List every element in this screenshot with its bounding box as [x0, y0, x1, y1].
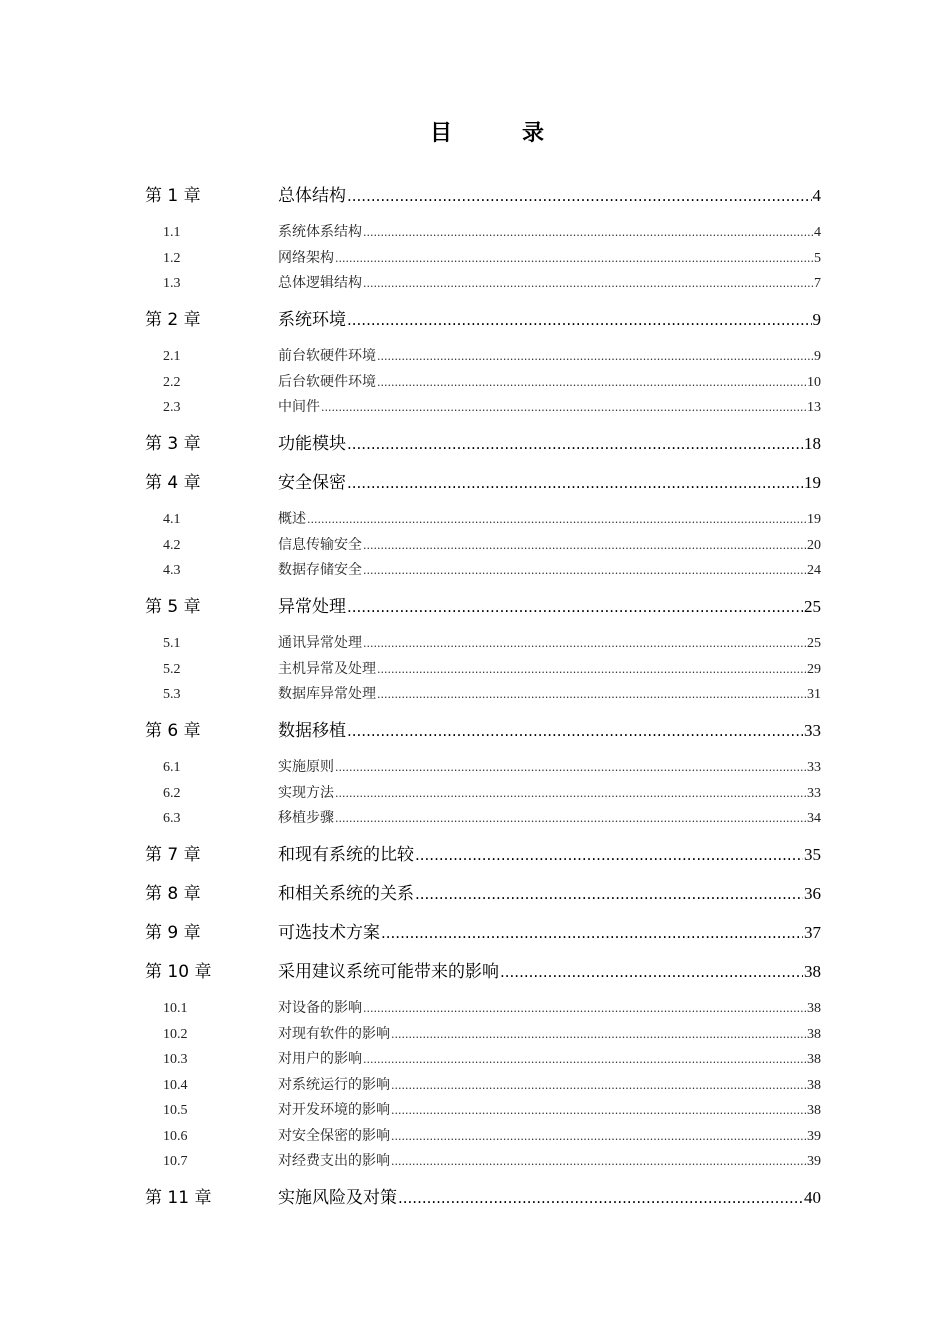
toc-page-number: 20	[807, 537, 821, 553]
toc-entry-number: 5.1	[163, 636, 181, 651]
toc-entry-number: 5.3	[163, 687, 181, 702]
toc-chapter-entry[interactable]	[145, 1188, 821, 1208]
toc-entry-title: 通讯异常处理	[278, 635, 362, 651]
toc-entry-number: 4.3	[163, 563, 181, 578]
toc-page-number: 36	[804, 884, 821, 903]
toc-page-number: 10	[807, 374, 821, 390]
toc-dot-leader	[377, 686, 806, 702]
toc-dot-leader	[391, 1077, 806, 1093]
toc-dot-leader	[377, 661, 806, 677]
toc-section-entry[interactable]	[145, 1026, 821, 1042]
toc-entry-title: 主机异常及处理	[278, 660, 376, 677]
toc-section-entry[interactable]	[145, 686, 821, 702]
toc-section-entry[interactable]	[145, 1153, 821, 1169]
toc-entry-title: 移植步骤	[278, 810, 334, 826]
toc-dot-leader	[363, 1051, 806, 1067]
toc-page-number: 24	[807, 563, 821, 578]
toc-entry-number: 第 8 章	[145, 884, 201, 904]
toc-dot-leader	[391, 1026, 806, 1042]
toc-entry-number: 第 11 章	[145, 1188, 212, 1208]
toc-section-entry[interactable]	[145, 1077, 821, 1093]
toc-entry-title: 对系统运行的影响	[278, 1076, 390, 1093]
toc-entry-number: 10.4	[163, 1077, 188, 1093]
toc-entry-title: 系统体系结构	[278, 224, 362, 240]
toc-page-number: 25	[807, 636, 821, 651]
toc-dot-leader	[335, 785, 806, 801]
toc-dot-leader	[335, 810, 806, 826]
toc-section-entry[interactable]	[145, 661, 821, 677]
toc-page-number: 9	[812, 310, 821, 329]
toc-entry-title: 系统环境	[278, 310, 346, 330]
toc-dot-leader	[391, 1153, 806, 1169]
toc-entry-number: 10.1	[163, 1001, 188, 1016]
toc-dot-leader	[335, 250, 813, 266]
toc-dot-leader	[363, 275, 813, 291]
toc-entry-number: 6.2	[163, 785, 181, 801]
toc-page-number: 33	[807, 760, 821, 775]
toc-page-number: 38	[804, 962, 821, 981]
toc-dot-leader	[347, 186, 812, 206]
toc-dot-leader	[347, 597, 803, 617]
toc-section-entry[interactable]	[145, 250, 821, 266]
toc-entry-number: 第 9 章	[145, 923, 201, 943]
toc-section-entry[interactable]	[145, 399, 821, 415]
toc-entry-title: 对经费支出的影响	[278, 1153, 390, 1169]
toc-page-number: 19	[807, 512, 821, 527]
toc-entry-title: 前台软硬件环境	[278, 348, 376, 364]
toc-page-number: 38	[807, 1052, 821, 1067]
toc-title: 目 录	[429, 121, 568, 146]
toc-dot-leader	[391, 1128, 806, 1144]
toc-entry-number: 1.2	[163, 250, 181, 266]
toc-entry-number: 第 4 章	[145, 473, 201, 493]
toc-dot-leader	[347, 473, 803, 493]
toc-chapter-entry[interactable]	[145, 310, 821, 330]
toc-section-entry[interactable]	[145, 785, 821, 801]
toc-page-number: 7	[814, 276, 821, 291]
toc-entry-number: 5.2	[163, 661, 181, 677]
toc-dot-leader	[381, 923, 803, 943]
toc-page-number: 40	[804, 1188, 821, 1207]
toc-section-entry[interactable]	[145, 1102, 821, 1118]
toc-section-entry[interactable]	[145, 1051, 821, 1067]
toc-page-number: 25	[804, 597, 821, 616]
toc-page-number: 33	[807, 785, 821, 801]
toc-entry-title: 网络架构	[278, 249, 334, 266]
toc-page-number: 13	[807, 400, 821, 415]
toc-entry-title: 对用户的影响	[278, 1051, 362, 1067]
toc-section-entry[interactable]	[145, 348, 821, 364]
toc-entry-number: 2.3	[163, 400, 181, 415]
toc-dot-leader	[335, 759, 806, 775]
toc-dot-leader	[363, 635, 806, 651]
toc-entry-title: 和现有系统的比较	[278, 845, 414, 865]
toc-entry-title: 总体结构	[278, 186, 346, 206]
toc-page-number: 19	[804, 473, 821, 492]
toc-page-number: 39	[807, 1154, 821, 1169]
toc-chapter-entry[interactable]	[145, 434, 821, 454]
toc-page-number: 33	[804, 721, 821, 740]
toc-entry-number: 6.1	[163, 760, 181, 775]
toc-section-entry[interactable]	[145, 374, 821, 390]
toc-entry-title: 安全保密	[278, 473, 346, 493]
toc-entry-number: 10.5	[163, 1103, 188, 1118]
toc-dot-leader	[398, 1188, 803, 1208]
toc-entry-title: 对现有软件的影响	[278, 1025, 390, 1042]
toc-chapter-entry[interactable]	[145, 884, 821, 904]
toc-entry-title: 中间件	[278, 399, 320, 415]
toc-entry-title: 实施风险及对策	[278, 1188, 397, 1208]
toc-page-number: 38	[807, 1026, 821, 1042]
toc-dot-leader	[377, 348, 813, 364]
toc-entry-number: 10.6	[163, 1128, 188, 1144]
toc-entry-title: 对设备的影响	[278, 1000, 362, 1016]
toc-entry-number: 2.2	[163, 374, 181, 390]
toc-entry-title: 采用建议系统可能带来的影响	[278, 962, 499, 982]
toc-page-number: 37	[804, 923, 821, 942]
toc-section-entry[interactable]	[145, 275, 821, 291]
toc-dot-leader	[363, 537, 806, 553]
toc-dot-leader	[363, 1000, 806, 1016]
toc-dot-leader	[347, 721, 803, 741]
toc-chapter-entry[interactable]	[145, 473, 821, 493]
toc-page-number: 34	[807, 811, 821, 826]
toc-entry-title: 异常处理	[278, 597, 346, 617]
toc-dot-leader	[377, 374, 806, 390]
toc-page-number: 39	[807, 1128, 821, 1144]
toc-entry-number: 第 7 章	[145, 845, 201, 865]
toc-page-number: 18	[804, 434, 821, 453]
toc-section-entry[interactable]	[145, 224, 821, 240]
toc-entry-title: 实现方法	[278, 784, 334, 801]
toc-entry-number: 第 6 章	[145, 721, 201, 741]
toc-page-number: 31	[807, 687, 821, 702]
toc-dot-leader	[500, 962, 803, 982]
toc-page-number: 35	[804, 845, 821, 864]
toc-chapter-entry[interactable]	[145, 962, 821, 982]
toc-section-entry[interactable]	[145, 562, 821, 578]
toc-dot-leader	[321, 399, 806, 415]
toc-entry-number: 6.3	[163, 811, 181, 826]
toc-page-number: 4	[814, 225, 821, 240]
toc-entry-title: 实施原则	[278, 759, 334, 775]
toc-page-number: 4	[812, 186, 821, 205]
toc-section-entry[interactable]	[145, 1000, 821, 1016]
toc-entry-title: 信息传输安全	[278, 536, 362, 553]
toc-chapter-entry[interactable]	[145, 721, 821, 741]
toc-dot-leader	[307, 511, 806, 527]
table-of-contents	[145, 186, 821, 1208]
toc-dot-leader	[415, 845, 803, 865]
toc-entry-number: 第 5 章	[145, 597, 201, 617]
toc-entry-title: 功能模块	[278, 434, 346, 454]
toc-page-number: 5	[814, 250, 821, 266]
toc-entry-number: 第 1 章	[145, 186, 201, 206]
toc-entry-title: 数据库异常处理	[278, 686, 376, 702]
toc-dot-leader	[363, 562, 806, 578]
toc-chapter-entry[interactable]	[145, 186, 821, 206]
toc-section-entry[interactable]	[145, 1128, 821, 1144]
toc-entry-title: 数据存储安全	[278, 562, 362, 578]
toc-section-entry[interactable]	[145, 511, 821, 527]
toc-dot-leader	[347, 434, 803, 454]
toc-entry-title: 概述	[278, 511, 306, 527]
toc-entry-number: 1.3	[163, 276, 181, 291]
toc-page-number: 38	[807, 1103, 821, 1118]
toc-entry-number: 第 2 章	[145, 310, 201, 330]
toc-section-entry[interactable]	[145, 810, 821, 826]
toc-chapter-entry[interactable]	[145, 597, 821, 617]
toc-section-entry[interactable]	[145, 635, 821, 651]
toc-dot-leader	[363, 224, 813, 240]
toc-entry-title: 对安全保密的影响	[278, 1127, 390, 1144]
toc-entry-number: 10.2	[163, 1026, 188, 1042]
toc-dot-leader	[347, 310, 812, 330]
toc-dot-leader	[415, 884, 803, 904]
toc-entry-title: 和相关系统的关系	[278, 884, 414, 904]
toc-entry-number: 4.1	[163, 512, 181, 527]
toc-entry-title: 可选技术方案	[278, 923, 380, 943]
toc-entry-title: 对开发环境的影响	[278, 1102, 390, 1118]
toc-section-entry[interactable]	[145, 759, 821, 775]
toc-chapter-entry[interactable]	[145, 923, 821, 943]
toc-page-number: 38	[807, 1077, 821, 1093]
toc-entry-number: 第 3 章	[145, 434, 201, 454]
toc-entry-number: 1.1	[163, 225, 181, 240]
toc-page-number: 9	[814, 349, 821, 364]
toc-page-number: 38	[807, 1001, 821, 1016]
toc-entry-title: 数据移植	[278, 721, 346, 741]
toc-entry-number: 第 10 章	[145, 962, 212, 982]
toc-entry-title: 后台软硬件环境	[278, 373, 376, 390]
toc-entry-number: 10.3	[163, 1052, 188, 1067]
toc-entry-title: 总体逻辑结构	[278, 275, 362, 291]
toc-entry-number: 2.1	[163, 349, 181, 364]
toc-section-entry[interactable]	[145, 537, 821, 553]
toc-dot-leader	[391, 1102, 806, 1118]
toc-chapter-entry[interactable]	[145, 845, 821, 865]
toc-entry-number: 4.2	[163, 537, 181, 553]
toc-entry-number: 10.7	[163, 1154, 188, 1169]
toc-page-number: 29	[807, 661, 821, 677]
